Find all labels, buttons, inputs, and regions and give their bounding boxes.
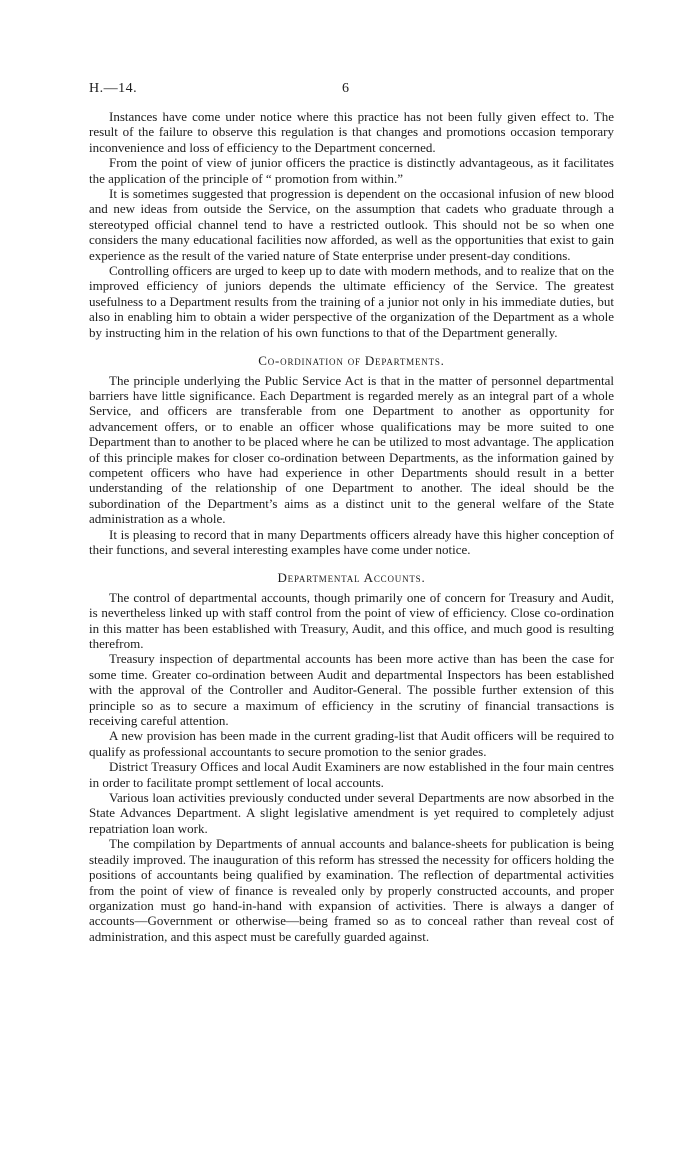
paragraph: It is sometimes suggested that progression is dependent on the occasional infusion of new blood and new ideas from outside the Service, on the assumption that cadets who graduate through a stereotyped official channel tend to have a restricted outlook. This should not be so when one considers the many educational facilities now afforded, as well as the opportunities that exist to gain experience as the result of the varied nature of State enterprise under present-day conditions. xyxy=(89,186,614,263)
paragraph: Instances have come under notice where this practice has not been fully given effect to. The result of the failure to observe this regulation is that changes and promotions occasion temporary inconvenience and loss of efficiency to the Department concerned. xyxy=(89,109,614,155)
paragraph: The control of departmental accounts, though primarily one of concern for Treasury and Audit, is nevertheless linked up with staff control from the point of view of efficiency. Close co-ordination in this matter has been established with Treasury, Audit, and this office, and much good is resulting therefrom. xyxy=(89,589,614,651)
paragraph: The principle underlying the Public Service Act is that in the matter of personnel departmental barriers have little significance. Each Department is regarded merely as an integral part of a whole Service, and officers are transferable from one Department to another as opportunity for advancement offers, or to enable an officer whose qualifications may be more suited to one Department than to another to be placed where he can be utilized to most advantage. The application of this principle makes for closer co-ordination between Departments, as the information gained by competent officers who have had experience in other Departments should result in a better understanding of the relationship of one Department to another. The ideal should be the subordination of the Department’s aims as a distinct unit to the general welfare of the State administration as a whole. xyxy=(89,372,614,527)
page-number: 6 xyxy=(342,81,349,96)
paragraph: A new provision has been made in the current grading-list that Audit officers will be required to qualify as professional accountants to secure promotion to the senior grades. xyxy=(89,728,614,759)
paragraph: It is pleasing to record that in many Departments officers already have this higher conception of their functions, and several interesting examples have come under notice. xyxy=(89,526,614,557)
document-reference: H.—14. xyxy=(89,81,138,96)
paragraph: Various loan activities previously conducted under several Departments are now absorbed in the State Advances Department. A slight legislative amendment is yet required to completely adjust repatriation loan work. xyxy=(89,790,614,836)
section-heading-accounts: Departmental Accounts. xyxy=(277,570,426,586)
document-body xyxy=(89,109,614,944)
paragraph: Treasury inspection of departmental accounts has been more active than has been the case for some time. Greater co-ordination between Audit and departmental Inspectors has been established with the approval of the Controller and Auditor-General. The possible further extension of this principle so as to secure a maximum of efficiency in the scrutiny of financial transactions is receiving careful attention. xyxy=(89,651,614,729)
paragraph: Controlling officers are urged to keep up to date with modern methods, and to realize that on the improved efficiency of juniors depends the ultimate efficiency of the Service. The greatest usefulness to a Department results from the training of a junior not only in his immediate duties, but also in enabling him to obtain a wider perspective of the organization of the Department as a whole by instructing him in the relation of his own functions to that of the Department generally. xyxy=(89,263,614,340)
section-heading-coordination: Co-ordination of Departments. xyxy=(258,353,445,369)
paragraph: From the point of view of junior officers the practice is distinctly advantageous, as it facilitates the application of the principle of “ promotion from within.” xyxy=(89,155,614,186)
paragraph: The compilation by Departments of annual accounts and balance-sheets for publication is being steadily improved. The inauguration of this reform has stressed the necessity for officers holding the positions of accountants being qualified by examination. The reflection of departmental activities from the point of view of finance is revealed only by properly constructed accounts, and proper organization must go hand-in-hand with expansion of activities. There is always a danger of accounts—Government or otherwise—being framed so as to conceal rather than reveal cost of administration, and this aspect must be carefully guarded against. xyxy=(89,836,614,944)
paragraph: District Treasury Offices and local Audit Examiners are now established in the four main centres in order to facilitate prompt settlement of local accounts. xyxy=(89,759,614,790)
